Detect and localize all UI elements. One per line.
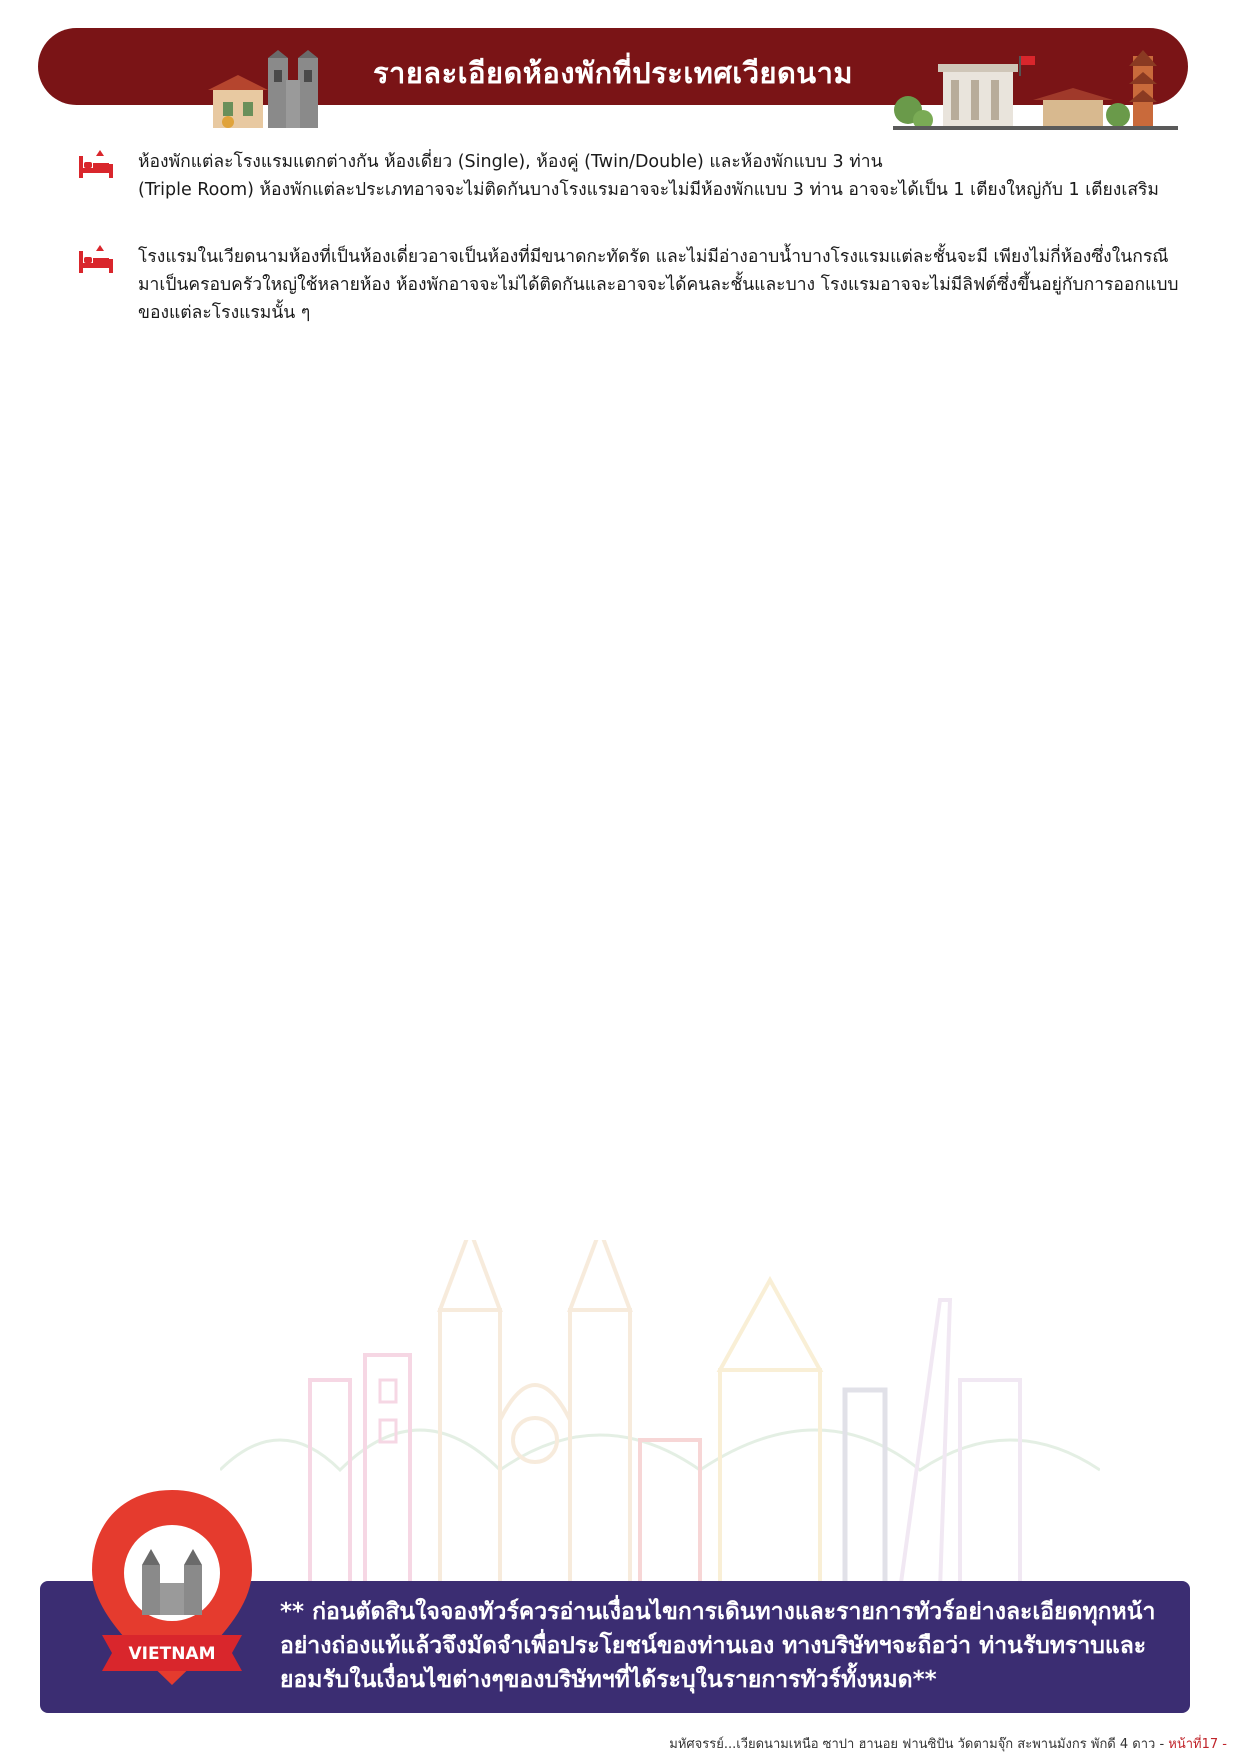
vietnam-landmarks-illustration (893, 50, 1178, 136)
footer-tour-name: มหัศจรรย์...เวียดนามเหนือ ซาปา ฮานอย ฟานซิปัน วัดตามจุ๊ก สะพานมังกร พักดี 4 ดาว - (669, 1737, 1169, 1752)
notice-line: ยอมรับในเงื่อนไขต่างๆของบริษัทฯที่ได้ระบุในรายการทัวร์ทั้งหมด** (280, 1667, 937, 1693)
bullet-line: ของแต่ละโรงแรมนั้น ๆ (138, 303, 311, 323)
bullet-line: (Triple Room) ห้องพักแต่ละประเภทอาจจะไม่ติดกันบางโรงแรมอาจจะไม่มีห้องพักแบบ 3 ท่าน อาจจะได้เป็น 1 เตียงใหญ่กับ 1 เตียงเสริม (138, 180, 1159, 200)
page-footer (669, 1733, 1227, 1754)
bed-icon (78, 245, 114, 275)
notice-line: ** ก่อนตัดสินใจจองทัวร์ควรอ่านเงื่อนไขการเดินทางและรายการทัวร์อย่างละเอียดทุกหน้า (280, 1599, 1156, 1625)
room-info-bullet (78, 243, 1188, 327)
page-title: รายละเอียดห้องพักที่ประเทศเวียดนาม (372, 56, 854, 90)
skyline-watermark-illustration (220, 1240, 1100, 1590)
badge-label: VIETNAM (128, 1644, 216, 1664)
bullet-line: มาเป็นครอบครัวใหญ่ใช้หลายห้อง ห้องพักอาจจะไม่ได้ติดกันและอาจจะได้คนละชั้นและบาง โรงแรมอาจจะไม่มีลิฟต์ซึ่งขึ้นอยู่กับการออกแบบ (138, 275, 1179, 295)
header-banner (38, 28, 1188, 105)
bullet-line: ห้องพักแต่ละโรงแรมแตกต่างกัน ห้องเดี่ยว (Single), ห้องคู่ (Twin/Double) และห้องพักแบบ 3 ท่าน (138, 152, 883, 172)
page-number: หน้าที่17 - (1168, 1737, 1227, 1752)
notice-line: อย่างถ่องแท้แล้วจึงมัดจำเพื่อประโยชน์ของท่านเอง ทางบริษัทฯจะถือว่า ท่านรับทราบและ (280, 1633, 1147, 1659)
room-info-bullet (78, 148, 1188, 204)
bullet-text (138, 148, 1188, 204)
bullet-text (138, 243, 1188, 327)
vietnam-pin-logo (92, 1485, 252, 1695)
bullet-line: โรงแรมในเวียดนามห้องที่เป็นห้องเดี่ยวอาจเป็นห้องที่มีขนาดกะทัดรัด และไม่มีอ่างอาบน้ำบางโรงแรมแต่ละชั้นจะมี เพียงไม่กี่ห้องซึ่งในกรณี (138, 247, 1169, 267)
bed-icon (78, 150, 114, 180)
notice-text (280, 1595, 1160, 1697)
